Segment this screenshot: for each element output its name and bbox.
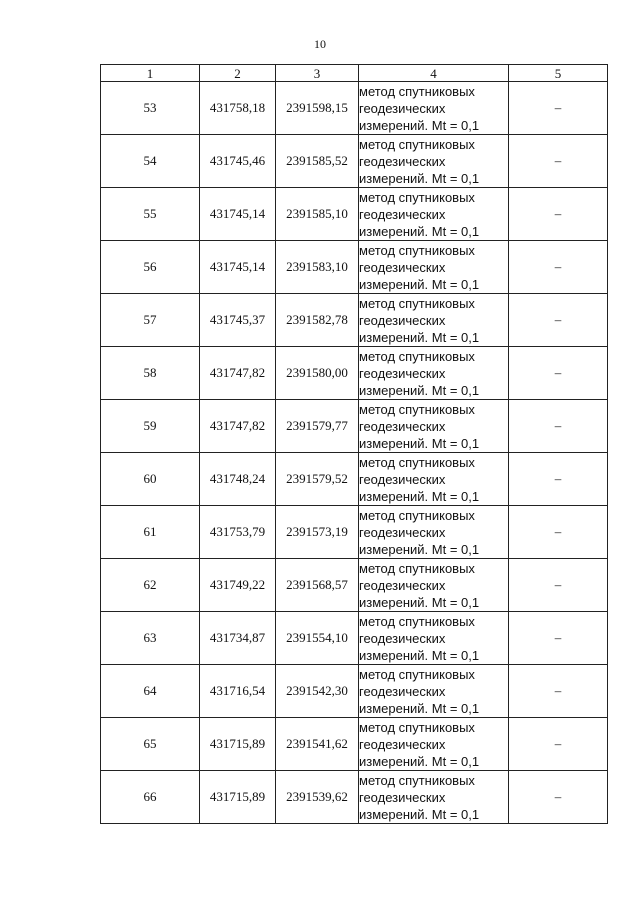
note-dash: – xyxy=(509,665,608,718)
method-line: измерений. Mt = 0,1 xyxy=(359,806,480,822)
method-line: геодезических xyxy=(359,100,446,116)
table-header-row xyxy=(101,65,608,82)
method-line: метод спутниковых xyxy=(359,666,475,682)
method-line: измерений. Mt = 0,1 xyxy=(359,276,480,292)
method-line: измерений. Mt = 0,1 xyxy=(359,700,480,716)
table-row xyxy=(101,612,608,665)
point-number: 61 xyxy=(101,506,200,559)
table-row xyxy=(101,400,608,453)
point-number: 66 xyxy=(101,771,200,824)
point-number: 60 xyxy=(101,453,200,506)
method-line: измерений. Mt = 0,1 xyxy=(359,170,480,186)
coordinate-y: 2391539,62 xyxy=(276,771,359,824)
measurement-method xyxy=(359,135,509,188)
note-dash: – xyxy=(509,82,608,135)
measurement-method xyxy=(359,506,509,559)
method-line: метод спутниковых xyxy=(359,348,475,364)
table-row xyxy=(101,559,608,612)
point-number: 58 xyxy=(101,347,200,400)
method-line: измерений. Mt = 0,1 xyxy=(359,435,480,451)
table-row xyxy=(101,506,608,559)
point-number: 64 xyxy=(101,665,200,718)
note-dash: – xyxy=(509,771,608,824)
header-col-2: 2 xyxy=(200,65,276,82)
table-body xyxy=(101,82,608,824)
note-dash: – xyxy=(509,718,608,771)
coordinate-y: 2391554,10 xyxy=(276,612,359,665)
method-line: метод спутниковых xyxy=(359,560,475,576)
page-number: 10 xyxy=(314,37,326,51)
coordinate-y: 2391568,57 xyxy=(276,559,359,612)
method-line: метод спутниковых xyxy=(359,295,475,311)
measurement-method xyxy=(359,453,509,506)
coordinate-y: 2391582,78 xyxy=(276,294,359,347)
point-number: 53 xyxy=(101,82,200,135)
header-col-3: 3 xyxy=(276,65,359,82)
measurement-method xyxy=(359,241,509,294)
measurement-method xyxy=(359,82,509,135)
coordinate-x: 431749,22 xyxy=(200,559,276,612)
table-row xyxy=(101,453,608,506)
header-col-5: 5 xyxy=(509,65,608,82)
method-line: измерений. Mt = 0,1 xyxy=(359,753,480,769)
method-line: измерений. Mt = 0,1 xyxy=(359,382,480,398)
coordinate-x: 431753,79 xyxy=(200,506,276,559)
method-line: метод спутниковых xyxy=(359,242,475,258)
method-line: геодезических xyxy=(359,683,446,699)
coordinate-x: 431715,89 xyxy=(200,771,276,824)
measurement-method xyxy=(359,612,509,665)
method-line: геодезических xyxy=(359,259,446,275)
coordinate-x: 431745,46 xyxy=(200,135,276,188)
method-line: геодезических xyxy=(359,471,446,487)
coordinate-x: 431715,89 xyxy=(200,718,276,771)
coordinate-x: 431747,82 xyxy=(200,347,276,400)
method-line: измерений. Mt = 0,1 xyxy=(359,647,480,663)
coordinate-y: 2391542,30 xyxy=(276,665,359,718)
measurement-method xyxy=(359,771,509,824)
method-line: метод спутниковых xyxy=(359,719,475,735)
point-number: 59 xyxy=(101,400,200,453)
note-dash: – xyxy=(509,453,608,506)
coordinate-y: 2391585,52 xyxy=(276,135,359,188)
method-line: метод спутниковых xyxy=(359,507,475,523)
coordinate-y: 2391583,10 xyxy=(276,241,359,294)
coordinate-y: 2391573,19 xyxy=(276,506,359,559)
note-dash: – xyxy=(509,559,608,612)
method-line: геодезических xyxy=(359,312,446,328)
coordinate-x: 431716,54 xyxy=(200,665,276,718)
table-row xyxy=(101,82,608,135)
method-line: метод спутниковых xyxy=(359,401,475,417)
method-line: метод спутниковых xyxy=(359,189,475,205)
coordinate-x: 431748,24 xyxy=(200,453,276,506)
method-line: метод спутниковых xyxy=(359,772,475,788)
method-line: геодезических xyxy=(359,524,446,540)
method-line: геодезических xyxy=(359,418,446,434)
coordinate-y: 2391598,15 xyxy=(276,82,359,135)
method-line: измерений. Mt = 0,1 xyxy=(359,223,480,239)
coordinate-x: 431758,18 xyxy=(200,82,276,135)
method-line: геодезических xyxy=(359,736,446,752)
method-line: измерений. Mt = 0,1 xyxy=(359,594,480,610)
measurement-method xyxy=(359,559,509,612)
table-row xyxy=(101,188,608,241)
method-line: метод спутниковых xyxy=(359,136,475,152)
note-dash: – xyxy=(509,241,608,294)
measurement-method xyxy=(359,718,509,771)
table-row xyxy=(101,347,608,400)
method-line: геодезических xyxy=(359,789,446,805)
coordinate-y: 2391579,52 xyxy=(276,453,359,506)
coordinate-x: 431745,14 xyxy=(200,188,276,241)
measurement-method xyxy=(359,665,509,718)
table-row xyxy=(101,718,608,771)
method-line: метод спутниковых xyxy=(359,83,475,99)
measurement-method xyxy=(359,400,509,453)
coordinate-x: 431745,37 xyxy=(200,294,276,347)
note-dash: – xyxy=(509,400,608,453)
method-line: геодезических xyxy=(359,630,446,646)
coordinate-y: 2391579,77 xyxy=(276,400,359,453)
method-line: метод спутниковых xyxy=(359,613,475,629)
point-number: 56 xyxy=(101,241,200,294)
method-line: измерений. Mt = 0,1 xyxy=(359,541,480,557)
method-line: геодезических xyxy=(359,206,446,222)
coordinate-x: 431734,87 xyxy=(200,612,276,665)
method-line: геодезических xyxy=(359,153,446,169)
table-row xyxy=(101,665,608,718)
method-line: геодезических xyxy=(359,577,446,593)
point-number: 65 xyxy=(101,718,200,771)
method-line: измерений. Mt = 0,1 xyxy=(359,117,480,133)
coordinate-x: 431747,82 xyxy=(200,400,276,453)
coordinate-y: 2391541,62 xyxy=(276,718,359,771)
table-row xyxy=(101,135,608,188)
table-row xyxy=(101,294,608,347)
coordinates-table xyxy=(100,64,608,824)
table-row xyxy=(101,241,608,294)
point-number: 57 xyxy=(101,294,200,347)
point-number: 55 xyxy=(101,188,200,241)
method-line: измерений. Mt = 0,1 xyxy=(359,329,480,345)
point-number: 62 xyxy=(101,559,200,612)
note-dash: – xyxy=(509,294,608,347)
coordinate-y: 2391585,10 xyxy=(276,188,359,241)
method-line: измерений. Mt = 0,1 xyxy=(359,488,480,504)
table-row xyxy=(101,771,608,824)
method-line: метод спутниковых xyxy=(359,454,475,470)
coordinate-y: 2391580,00 xyxy=(276,347,359,400)
measurement-method xyxy=(359,294,509,347)
header-col-4: 4 xyxy=(359,65,509,82)
note-dash: – xyxy=(509,506,608,559)
note-dash: – xyxy=(509,612,608,665)
method-line: геодезических xyxy=(359,365,446,381)
measurement-method xyxy=(359,347,509,400)
point-number: 54 xyxy=(101,135,200,188)
note-dash: – xyxy=(509,347,608,400)
measurement-method xyxy=(359,188,509,241)
header-col-1: 1 xyxy=(101,65,200,82)
point-number: 63 xyxy=(101,612,200,665)
coordinate-x: 431745,14 xyxy=(200,241,276,294)
note-dash: – xyxy=(509,188,608,241)
note-dash: – xyxy=(509,135,608,188)
